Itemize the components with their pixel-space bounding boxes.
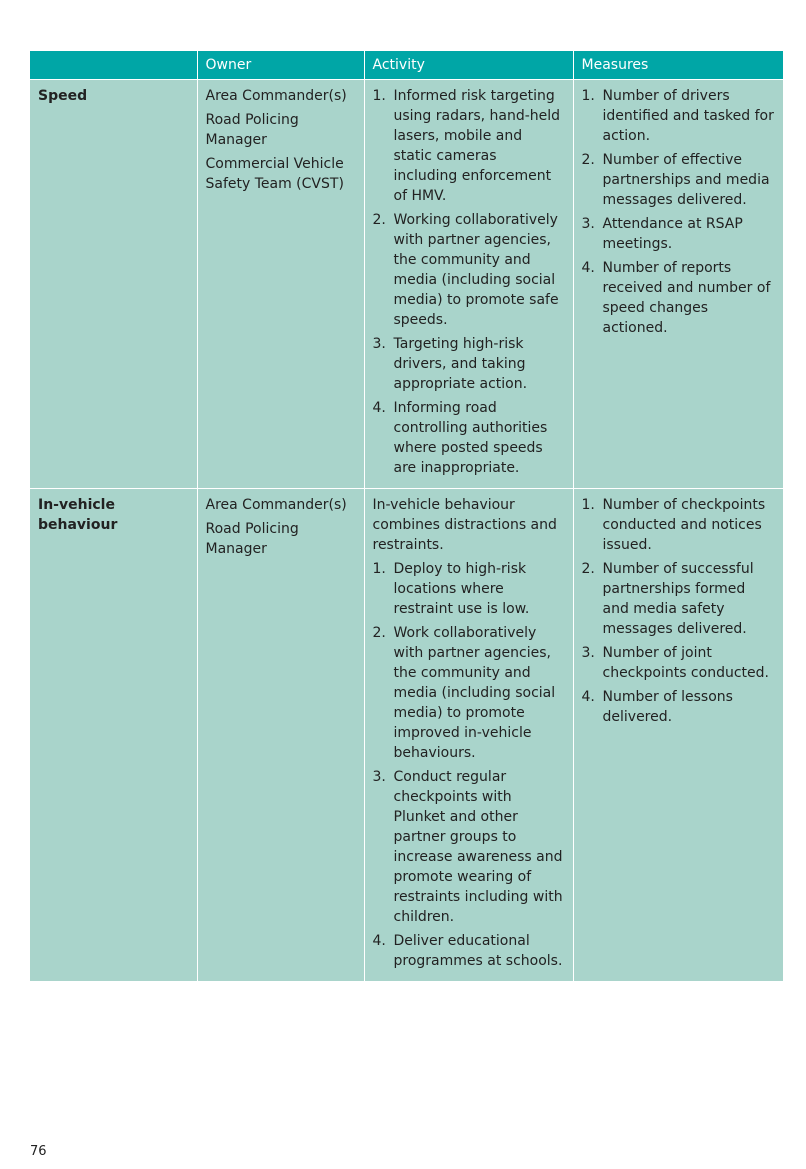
item-number: 2.: [581, 152, 595, 168]
item-text: Number of effective partnerships and media messages delivered.: [602, 152, 770, 208]
measure-item: [582, 258, 776, 338]
measures-list: [582, 86, 776, 338]
item-text: Number of reports received and number of speed changes actioned.: [602, 260, 771, 336]
activity-item: [373, 210, 565, 330]
owner-item: Road Policing Manager: [205, 112, 299, 148]
item-text: Number of successful partnerships formed and media safety messages delivered.: [602, 561, 754, 637]
topic-cell: In-vehicle behaviour: [30, 489, 197, 982]
item-text: Number of drivers identified and tasked for action.: [602, 88, 774, 144]
owner-item: Road Policing Manager: [205, 521, 299, 557]
activity-item: [373, 767, 565, 927]
page-number: 76: [30, 1144, 47, 1159]
item-number: 3.: [581, 645, 595, 661]
measure-item: [582, 687, 776, 727]
item-number: 4.: [581, 689, 595, 705]
item-number: 1.: [372, 88, 386, 104]
item-text: Informing road controlling authorities where posted speeds are inappropriate.: [393, 400, 548, 476]
table-row-in-vehicle-behaviour: [30, 489, 783, 982]
activity-item: [373, 334, 565, 394]
measure-item: [582, 643, 776, 683]
item-text: Deliver educational programmes at schools.: [393, 933, 563, 969]
activity-item: [373, 931, 565, 971]
measure-item: [582, 214, 776, 254]
item-text: Number of joint checkpoints conducted.: [602, 645, 769, 681]
item-text: Targeting high-risk drivers, and taking appropriate action.: [393, 336, 528, 392]
topic-cell: Speed: [30, 80, 197, 489]
item-text: Deploy to high-risk locations where restraint use is low.: [393, 561, 530, 617]
header-owner: Owner: [197, 51, 364, 80]
item-number: 2.: [372, 212, 386, 228]
activity-cell: [364, 80, 573, 489]
measures-list: [582, 495, 776, 727]
item-number: 3.: [372, 769, 386, 785]
owner-item: Commercial Vehicle Safety Team (CVST): [205, 156, 344, 192]
activity-item: [373, 623, 565, 763]
item-number: 4.: [581, 260, 595, 276]
measure-item: [582, 150, 776, 210]
item-text: Attendance at RSAP meetings.: [602, 216, 743, 252]
owner-cell: [197, 80, 364, 489]
item-number: 3.: [581, 216, 595, 232]
header-measures: Measures: [573, 51, 783, 80]
owner-cell: [197, 489, 364, 982]
item-number: 1.: [581, 88, 595, 104]
owner-item: Area Commander(s): [205, 497, 347, 513]
table-header-row: [30, 51, 783, 80]
measures-cell: [573, 80, 783, 489]
road-safety-plan-table: [30, 51, 783, 982]
item-number: 4.: [372, 400, 386, 416]
activity-item: [373, 559, 565, 619]
activity-list: [373, 86, 565, 478]
header-activity: Activity: [364, 51, 573, 80]
item-text: Number of checkpoints conducted and notices issued.: [602, 497, 766, 553]
item-number: 2.: [372, 625, 386, 641]
measure-item: [582, 559, 776, 639]
measure-item: [582, 495, 776, 555]
header-topic: [30, 51, 197, 80]
item-number: 2.: [581, 561, 595, 577]
item-text: Work collaboratively with partner agencies, the community and media (including social media) to promote improved in-vehicle behaviours.: [393, 625, 556, 761]
item-number: 1.: [372, 561, 386, 577]
activity-item: [373, 86, 565, 206]
item-number: 4.: [372, 933, 386, 949]
item-text: Conduct regular checkpoints with Plunket and other partner groups to increase awareness and promote wearing of restraints including with children.: [393, 769, 563, 925]
item-number: 3.: [372, 336, 386, 352]
item-text: Working collaboratively with partner agencies, the community and media (including social media) to promote safe speeds.: [393, 212, 559, 328]
item-text: Number of lessons delivered.: [602, 689, 733, 725]
activity-item: [373, 398, 565, 478]
item-text: Informed risk targeting using radars, hand-held lasers, mobile and static cameras including enforcement of HMV.: [393, 88, 561, 204]
measures-cell: [573, 489, 783, 982]
owner-item: Area Commander(s): [205, 88, 347, 104]
activity-list: [373, 559, 565, 971]
measure-item: [582, 86, 776, 146]
item-number: 1.: [581, 497, 595, 513]
activity-intro: In-vehicle behaviour combines distractions and restraints.: [372, 497, 557, 553]
table-row-speed: [30, 80, 783, 489]
activity-cell: [364, 489, 573, 982]
